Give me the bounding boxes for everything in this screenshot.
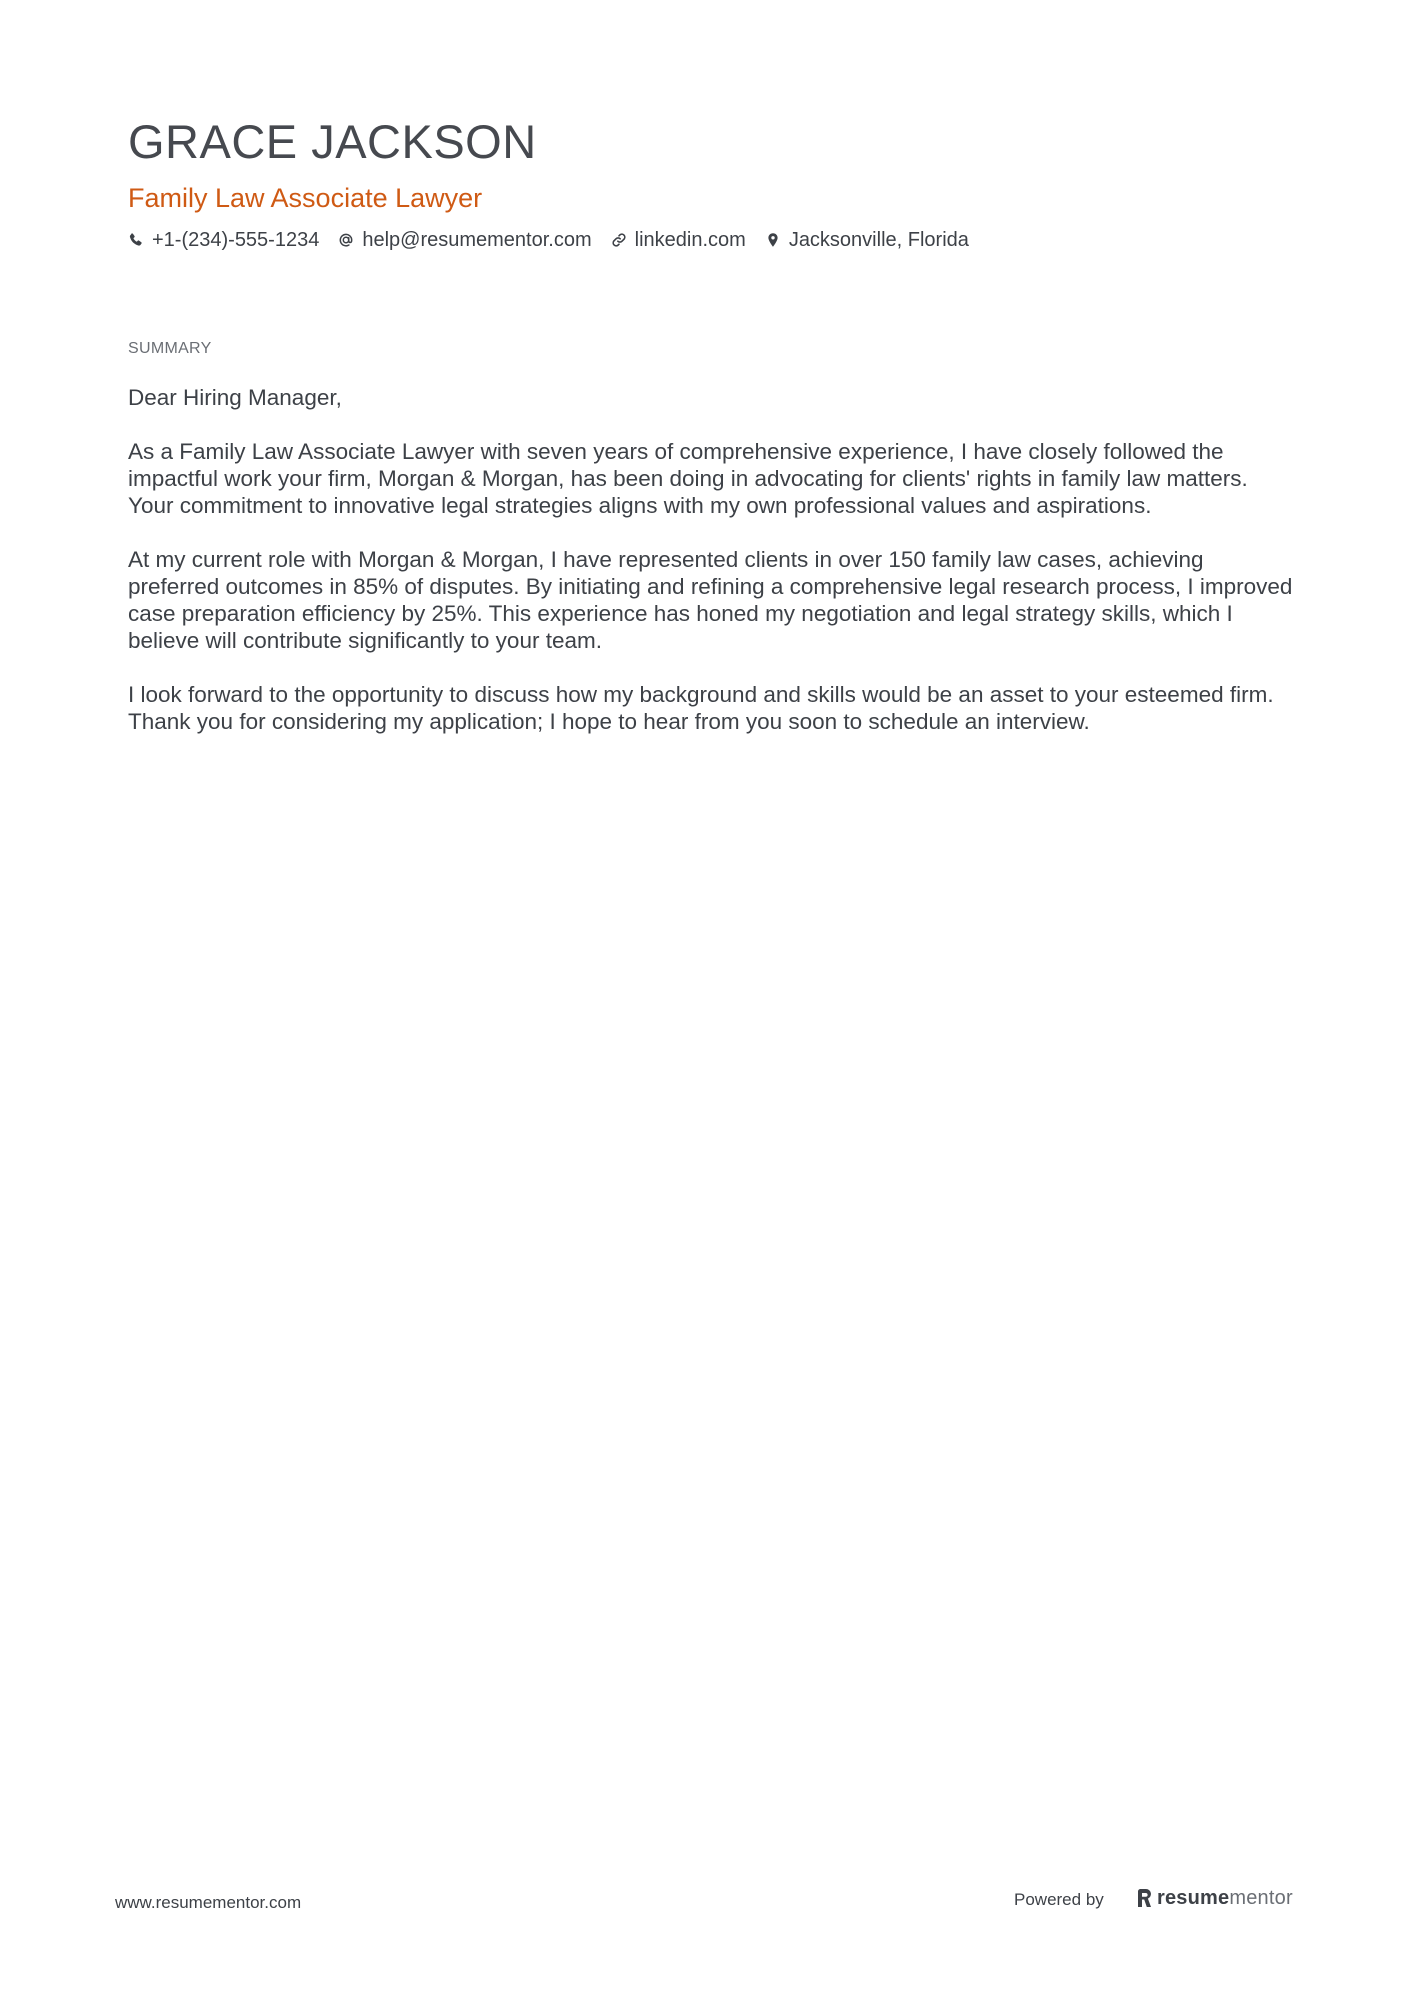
candidate-name: GRACE JACKSON: [128, 115, 537, 168]
brand-wordmark: [1157, 1887, 1293, 1910]
powered-by-label: Powered by: [1014, 1890, 1104, 1909]
at-icon: [338, 232, 354, 248]
resumementor-logo-icon: [1136, 1888, 1153, 1908]
contact-row: [128, 226, 988, 254]
contact-linkedin[interactable]: [611, 229, 746, 252]
brand-logo[interactable]: [1136, 1884, 1293, 1912]
letter-greeting: Dear Hiring Manager,: [128, 385, 342, 410]
location-text: Jacksonville, Florida: [788, 228, 969, 251]
phone-icon: [128, 232, 144, 248]
email-link[interactable]: help@resumementor.com: [362, 228, 592, 251]
letter-paragraph: As a Family Law Associate Lawyer with seven years of comprehensive experience, I have closely followed the impactful work your firm, Morgan & Morgan, has been doing in advocating for clients' rights in family law matters. Your commitment to innovative legal strategies aligns with my own professional values and aspirations.: [128, 439, 1248, 518]
letter-body: [128, 384, 1298, 762]
contact-location: [765, 229, 969, 252]
brand-wordmark-bold: resume: [1157, 1886, 1230, 1909]
brand-wordmark-light: mentor: [1229, 1886, 1293, 1909]
contact-phone: [128, 229, 319, 252]
letter-paragraph: I look forward to the opportunity to discuss how my background and skills would be an asset to your esteemed firm. Thank you for considering my application; I hope to hear from you soon to schedule an interview.: [128, 682, 1274, 734]
contact-email[interactable]: [338, 229, 591, 252]
link-icon: [611, 232, 627, 248]
summary-heading: SUMMARY: [128, 340, 212, 357]
map-pin-icon: [765, 232, 781, 248]
phone-text: +1-(234)-555-1234: [152, 228, 320, 251]
footer-website-link[interactable]: www.resumementor.com: [115, 1893, 302, 1912]
linkedin-link[interactable]: linkedin.com: [634, 228, 746, 251]
letter-paragraph: At my current role with Morgan & Morgan, I have represented clients in over 150 family law cases, achieving preferred outcomes in 85% of disputes. By initiating and refining a comprehensive legal research process, I improved case preparation efficiency by 25%. This experience has honed my negotiation and legal strategy skills, which I believe will contribute significantly to your team.: [128, 547, 1293, 653]
job-title: Family Law Associate Lawyer: [128, 183, 483, 213]
